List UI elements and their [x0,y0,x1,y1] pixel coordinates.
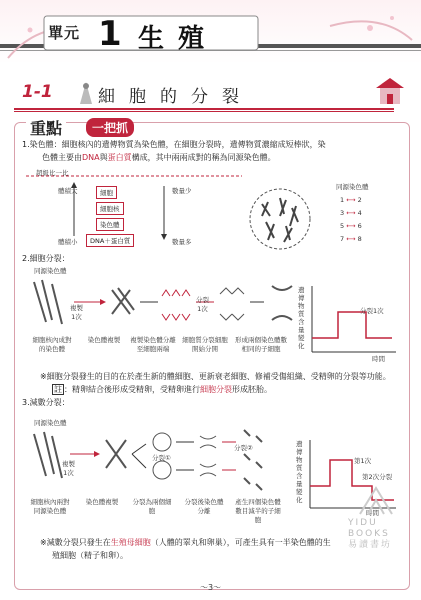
mitosis-stage-4: 細胞質分裂細胞開始分開 [182,336,228,353]
item3-title: 3.減數分裂： [22,398,70,407]
watermark [348,518,392,551]
item2-note-b: 註 ：精卵結合後形成受精卵，受精卵進行細胞分裂形成胚胎。 [54,385,272,394]
page-number: ～3～ [199,583,222,592]
split-times: 1次 [197,305,208,313]
meiosis-stage-2: 染色體複製 [85,498,119,506]
mitosis-graph-xlabel: 時間 [372,355,385,363]
meiosis-stage-3: 分裂為兩個細胞 [132,498,172,515]
pair-right: 8 [357,235,362,243]
pair-right: 2 [357,196,362,204]
pair-right: 6 [357,222,362,230]
section-title: 細胞的分裂 [98,87,253,107]
meiosis-stage-1: 細胞核內兩對同源染色體 [30,498,70,515]
item3-note-red: 生殖母細胞 [110,538,151,547]
pair-left: 3 [340,209,345,217]
note-c: 形成胚胎。 [232,385,272,394]
chain-cell: 細胞 [96,186,117,199]
key-points-label: 重點 [26,116,66,139]
volume-large: 體積大 [58,187,78,195]
note-tag: 註 [54,385,62,394]
section-number: 1-1 [22,82,53,102]
item2-title: 2.細胞分裂： [22,254,70,263]
pair-right: 4 [357,209,362,217]
pair-left: 5 [340,222,345,230]
item3-note-b: （人體的睪丸和卵巢），可產生具有一半染色體的生 [150,538,331,547]
item2-homolog-label: 同源染色體 [34,267,67,275]
volume-small: 體積小 [58,238,78,246]
mitosis-graph-note: 分裂1次 [360,307,384,315]
watermark-logo [356,484,396,518]
meiosis-stage-4: 分裂後染色體分離 [184,498,224,515]
homolog-pairs [340,196,396,248]
item3-note-a: ※減數分裂只發生在 [40,538,111,547]
pair-row: 5 ⟷ 6 [340,222,362,230]
dup-label [70,304,83,322]
mitosis-stage-5: 形成兩個染色體數相同的子細胞 [235,336,287,353]
meiosis-graph-ylabel: 遺傳物質含量變化 [296,440,303,504]
chain-dna-protein: DNA＋蛋白質 [86,234,134,247]
mitosis-stage-1: 細胞核內成對的染色體 [32,336,72,353]
pair-row: 7 ⟷ 8 [340,235,362,243]
chromosome-pairs-diagram [240,186,320,252]
compare-label: 超級比一比 [36,169,69,177]
note-b: 精卵結合後形成受精卵，受精卵進行 [72,385,200,394]
pair-left: 7 [340,235,345,243]
split-label [196,296,209,314]
protein-term: 蛋白質 [107,153,132,162]
mitosis-graph-ylabel: 遺傳物質含量變化 [298,286,305,350]
meiosis-graph-note2: 第2次分裂 [362,473,393,481]
chain-chromosome: 染色體 [96,218,124,231]
item1-text-post: 構成，其中兩兩成對的稱為同源染色體。 [131,153,276,162]
watermark-line2: BOOKS [348,529,390,539]
item1-text-b [42,151,402,164]
watermark-line3: 易讀書坊 [348,540,393,550]
item1-text-mid: 與 [99,153,108,162]
unit-number: 1 [98,14,122,54]
item1-text-a: 1.染色體：細胞核內的遺傳物質為染色體，在細胞分裂時，遺傳物質濃縮成短棒狀，染 [22,140,326,149]
meiosis-split2: 分裂② [234,444,253,452]
dup-text: 複製 [70,304,83,312]
pair-left: 1 [340,196,345,204]
section-rule-thin [14,111,394,112]
pair-row: 1 ⟷ 2 [340,196,362,204]
key-points-badge: 一把抓 [86,118,134,137]
note-red: 細胞分裂 [200,385,232,394]
meiosis-graph-note1: 第1次 [354,457,372,465]
pair-row: 3 ⟷ 4 [340,209,362,217]
meiosis-split1: 分裂① [152,454,171,462]
chain-nucleus: 細胞核 [96,202,124,215]
section-icon [76,80,96,106]
split-text: 分裂 [196,296,209,304]
mitosis-stage-3: 複製染色體分離至細胞兩端 [130,336,176,353]
mitosis-graph [308,282,400,362]
watermark-line1: YIDU [348,518,378,528]
meiosis-graph-xlabel: 時間 [366,509,379,517]
homolog-title: 同源染色體 [336,183,369,191]
item3-note-c: 殖細胞（精子和卵）。 [52,551,128,560]
dup-times: 1次 [71,313,82,321]
mitosis-stage-2: 染色體複製 [87,336,121,344]
count-many: 數量多 [172,238,192,246]
meiosis-dup-label [62,460,75,478]
unit-label: 單元 [48,24,81,42]
count-few: 數量少 [172,187,192,195]
mitosis-diagram [22,274,312,334]
meiosis-stage-5: 產生四個染色體數目減半的子細胞 [235,498,281,524]
section-rule [14,108,394,110]
meiosis-dup-times: 1次 [63,469,74,477]
unit-title: 生殖 [138,24,219,54]
meiosis-dup-text: 複製 [62,460,75,468]
item1-text-pre: 色體主要由 [42,153,82,162]
temple-icon [372,74,408,108]
item2-note: ※細胞分裂發生的目的在於產生新的體細胞、更新衰老細胞、修補受傷組織、受精卵的分裂等功能。 [40,372,391,381]
dna-term: DNA [82,153,100,162]
item3-homolog-label: 同源染色體 [34,419,67,427]
